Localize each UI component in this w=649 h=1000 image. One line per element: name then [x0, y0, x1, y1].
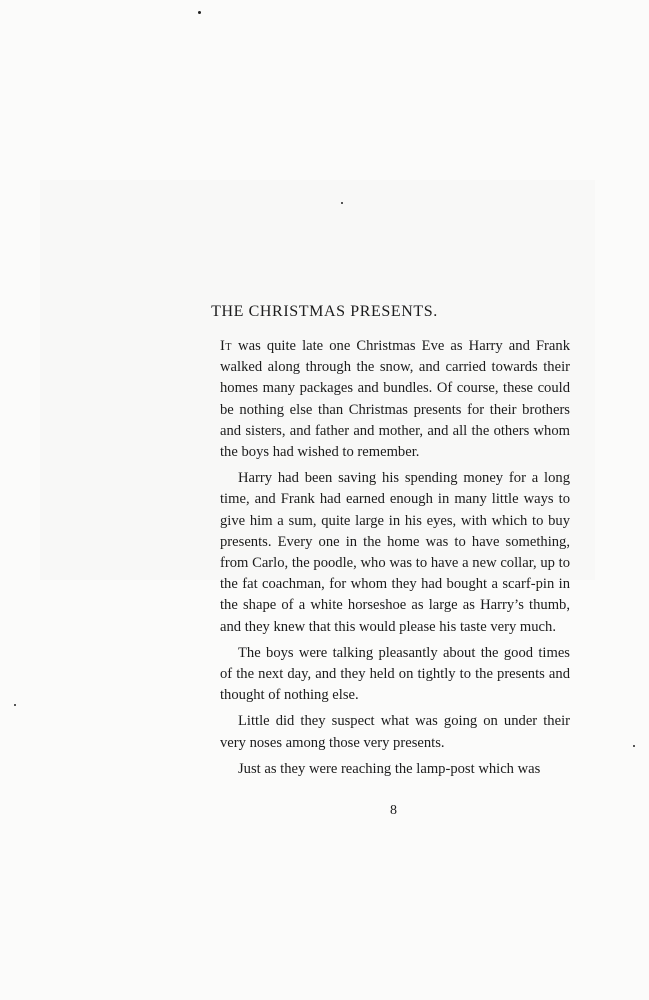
paragraph-2: Harry had been saving his spending money for a long time, and Frank had earned enough in many little ways to give him a sum, quite large in his eyes, with which to buy presents. Every one in the home was to have something, from Carlo, the poodle, who was to have a new collar, up to the fat coachman, for whom they had bought a scarf-pin in the shape of a white horseshoe as large as Harry’s thumb, and they knew that this would please his taste very much.: [220, 470, 570, 635]
paragraph-1-text: was quite late one Christmas Eve as Harry and Frank walked along through the snow, and carried towards their homes many packages and bundles. Of course, these could be nothing else than Christmas presents for their brothers and sisters, and father and mother, and all the others whom the boys had wished to remember.: [220, 338, 570, 461]
chapter-body: [220, 336, 570, 785]
paragraph-3: The boys were talking pleasantly about the good times of the next day, and they held on tightly to the presents and thought of nothing else.: [220, 644, 570, 704]
ink-speck: [341, 202, 343, 204]
paragraph-1: [220, 336, 570, 463]
ink-speck: [633, 745, 635, 747]
opening-word: It: [220, 338, 232, 354]
ink-speck: [14, 704, 16, 706]
chapter-title: THE CHRISTMAS PRESENTS.: [211, 303, 438, 320]
ink-speck: [198, 11, 201, 14]
paragraph-4: Little did they suspect what was going on under their very noses among those very presents.: [220, 713, 570, 751]
paragraph-5: Just as they were reaching the lamp-post which was: [238, 760, 541, 777]
page-number: 8: [390, 803, 397, 818]
